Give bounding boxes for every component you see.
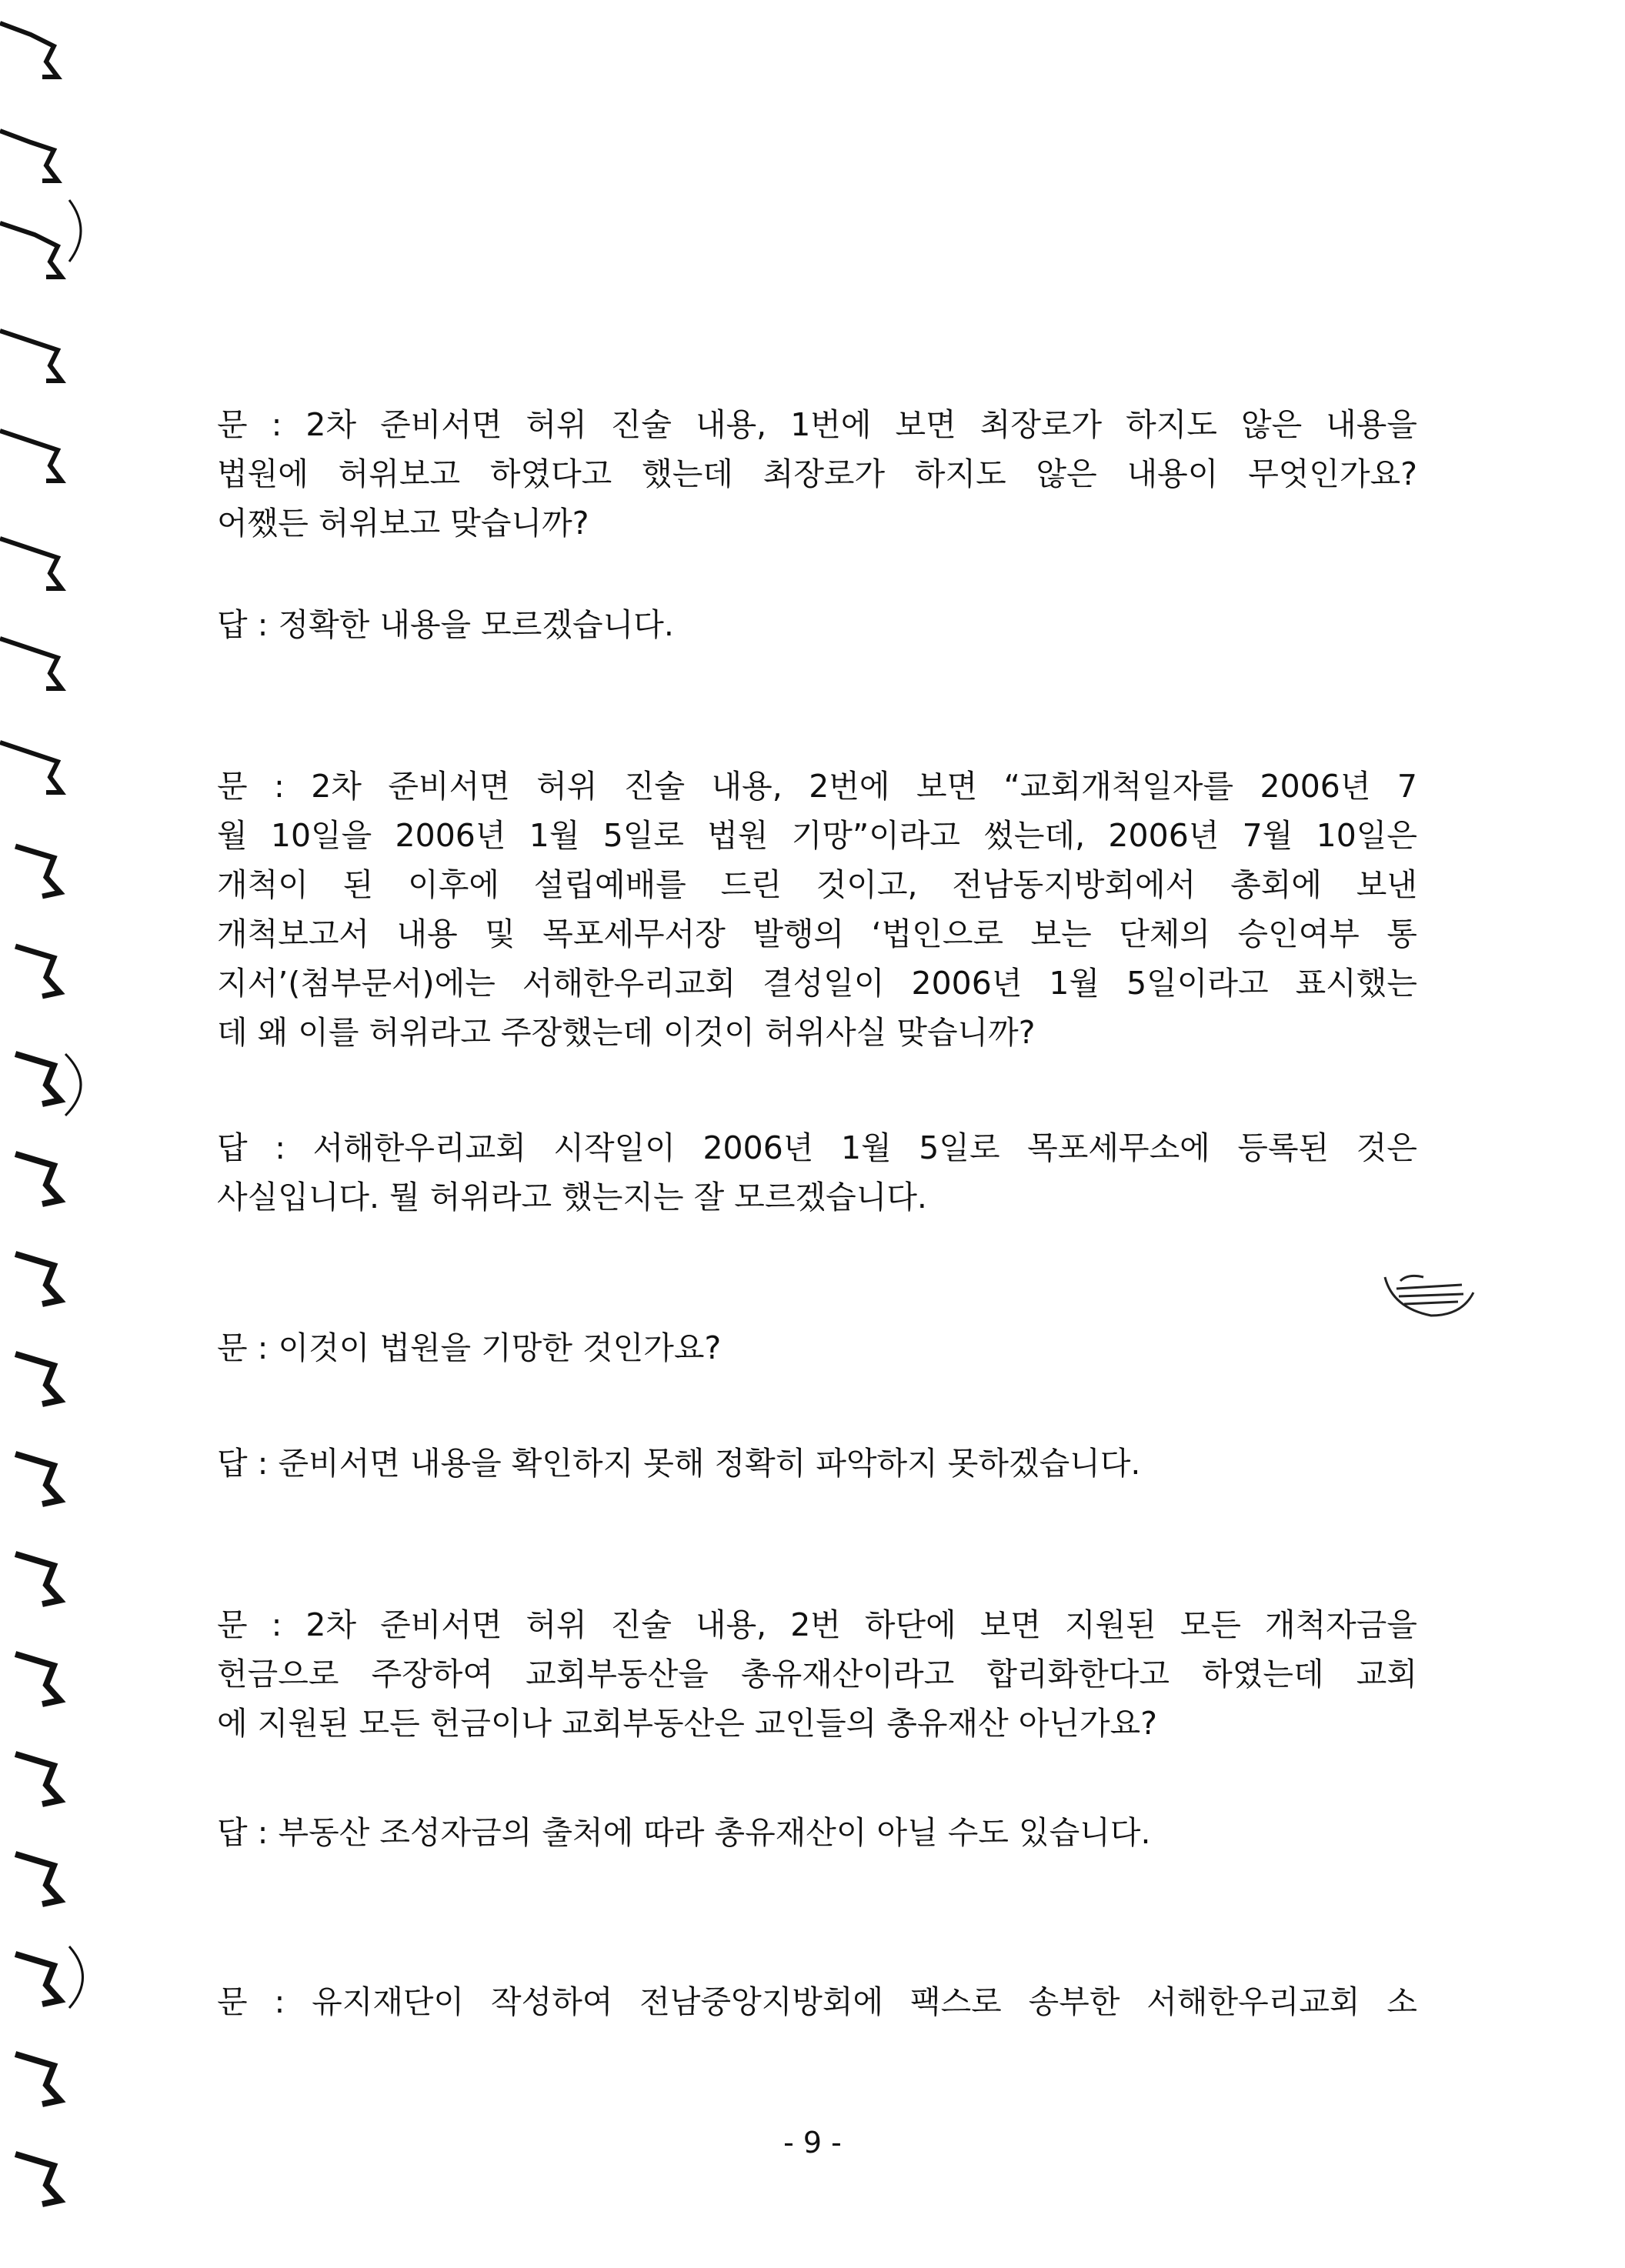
question-block-3: [217, 1323, 1417, 1372]
question-block-5: [217, 1977, 1417, 2026]
text-line: 월 10일을 2006년 1월 5일로 법원 기망”이라고 썼는데, 2006년 7월 10일은: [217, 817, 1417, 854]
text-line: 문 : 2차 준비서면 허위 진술 내용, 2번 하단에 보면 지원된 모든 개척자금을: [217, 1606, 1417, 1643]
answer-block-1: [217, 600, 1417, 649]
text-line: 답 : 준비서면 내용을 확인하지 못해 정확히 파악하지 못하겠습니다.: [217, 1445, 1141, 1482]
answer-block-4: [217, 1808, 1417, 1857]
text-line: 개척보고서 내용 및 목포세무서장 발행의 ‘법인으로 보는 단체의 승인여부 통: [217, 916, 1417, 952]
binding-marks: [0, 0, 108, 2265]
question-block-2: [217, 762, 1417, 1057]
answer-block-3: [217, 1439, 1417, 1488]
text-line: 헌금으로 주장하여 교회부동산을 총유재산이라고 합리화한다고 하였는데 교회: [217, 1656, 1417, 1693]
text-line: 문 : 유지재단이 작성하여 전남중앙지방회에 팩스로 송부한 서해한우리교회 소: [217, 1983, 1417, 2020]
text-line: 지서’(첨부문서)에는 서해한우리교회 결성일이 2006년 1월 5일이라고 표시했는: [217, 965, 1417, 1002]
question-block-4: [217, 1600, 1417, 1748]
text-line: 답 : 서해한우리교회 시작일이 2006년 1월 5일로 목포세무소에 등록된 것은: [217, 1129, 1417, 1166]
text-line: 문 : 2차 준비서면 허위 진술 내용, 1번에 보면 최장로가 하지도 않은 내용을: [217, 406, 1417, 443]
text-line: 법원에 허위보고 하였다고 했는데 최장로가 하지도 않은 내용이 무엇인가요?: [217, 455, 1417, 492]
answer-block-2: [217, 1123, 1417, 1222]
text-line: 사실입니다. 뭘 허위라고 했는지는 잘 모르겠습니다.: [217, 1179, 927, 1216]
text-line: 답 : 정확한 내용을 모르겠습니다.: [217, 606, 674, 643]
text-line: 에 지원된 모든 헌금이나 교회부동산은 교인들의 총유재산 아닌가요?: [217, 1705, 1157, 1742]
page-number: - 9 -: [783, 2126, 842, 2160]
text-line: 데 왜 이를 허위라고 주장했는데 이것이 허위사실 맞습니까?: [217, 1014, 1036, 1051]
text-line: 답 : 부동산 조성자금의 출처에 따라 총유재산이 아닐 수도 있습니다.: [217, 1814, 1151, 1851]
stamp-mark: [1377, 1262, 1485, 1331]
text-line: 개척이 된 이후에 설립예배를 드린 것이고, 전남동지방회에서 총회에 보낸: [217, 866, 1417, 903]
text-line: 어쨌든 허위보고 맞습니까?: [217, 505, 589, 542]
text-line: 문 : 2차 준비서면 허위 진술 내용, 2번에 보면 “교회개척일자를 2006년 7: [217, 768, 1417, 805]
text-line: 문 : 이것이 법원을 기망한 것인가요?: [217, 1329, 722, 1366]
question-block-1: [217, 400, 1417, 548]
